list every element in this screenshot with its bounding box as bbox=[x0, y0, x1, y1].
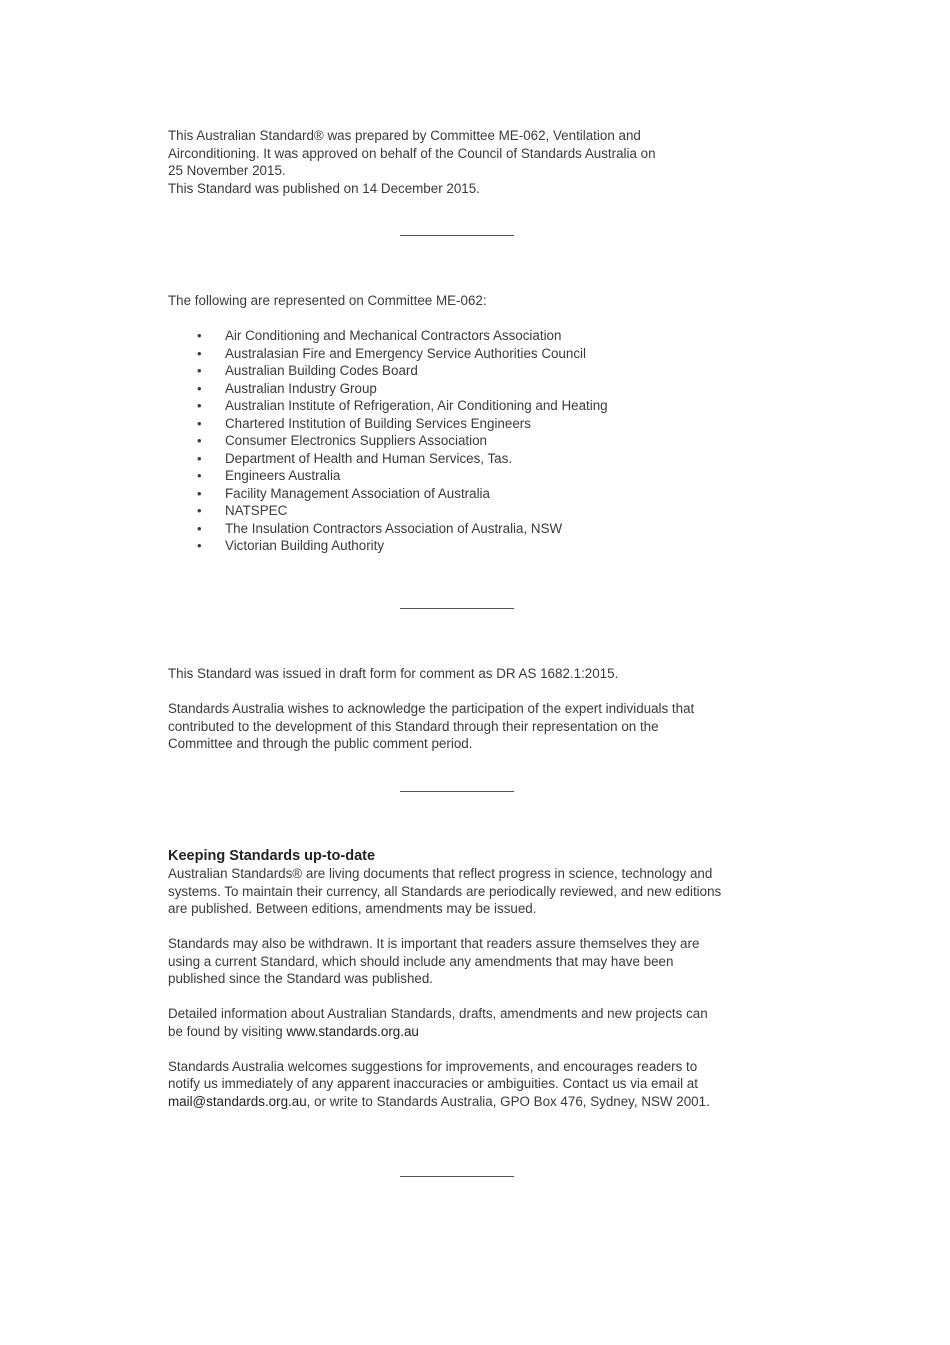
list-item: • The Insulation Contractors Association of Australia, NSW bbox=[197, 520, 563, 536]
acknowledgement-line: contributed to the development of this Standard through their representation on the bbox=[168, 718, 659, 734]
list-item: • Air Conditioning and Mechanical Contractors Association bbox=[197, 328, 562, 343]
list-item: • Consumer Electronics Suppliers Association bbox=[197, 433, 487, 448]
list-item: • Engineers Australia bbox=[197, 468, 341, 483]
acknowledgement-line: Standards Australia wishes to acknowledge the participation of the expert individuals that bbox=[168, 701, 695, 716]
paragraph-line: Detailed information about Australian Standards, drafts, amendments and new projects can bbox=[168, 1006, 708, 1021]
bullet-icon: • bbox=[197, 380, 202, 396]
committee-intro: The following are represented on Committee ME-062: bbox=[168, 293, 487, 308]
list-item: • Department of Health and Human Services, Tas. bbox=[197, 450, 513, 466]
section-heading: Keeping Standards up-to-date bbox=[168, 848, 376, 864]
divider bbox=[400, 235, 514, 236]
paragraph-line: are published. Between editions, amendments may be issued. bbox=[168, 901, 537, 916]
paragraph-line: published since the Standard was published. bbox=[168, 971, 434, 986]
divider bbox=[400, 608, 514, 609]
paragraph-line: Australian Standards® are living documents that reflect progress in science, technology and bbox=[168, 866, 713, 881]
draft-section bbox=[168, 665, 768, 753]
list-item: • Australasian Fire and Emergency Service Authorities Council bbox=[197, 345, 586, 361]
bullet-icon: • bbox=[197, 468, 202, 483]
paragraph-line: be found by visiting www.standards.org.au bbox=[168, 1023, 419, 1039]
draft-notice: This Standard was issued in draft form for comment as DR AS 1682.1:2015. bbox=[168, 666, 619, 681]
bullet-icon: • bbox=[197, 538, 202, 553]
bullet-icon: • bbox=[197, 433, 202, 448]
approval-line: Airconditioning. It was approved on behalf of the Council of Standards Australia on bbox=[168, 145, 656, 161]
bullet-icon: • bbox=[197, 398, 202, 413]
bullet-icon: • bbox=[197, 520, 202, 536]
list-item: • Australian Institute of Refrigeration, Air Conditioning and Heating bbox=[197, 398, 608, 413]
approval-section bbox=[168, 127, 768, 197]
list-item: • Chartered Institution of Building Services Engineers bbox=[197, 415, 531, 431]
paragraph-line: Standards Australia welcomes suggestions for improvements, and encourages readers to bbox=[168, 1058, 698, 1074]
list-item: • Victorian Building Authority bbox=[197, 538, 385, 553]
list-item: • Australian Industry Group bbox=[197, 380, 377, 396]
bullet-icon: • bbox=[197, 503, 202, 518]
list-item: • Facility Management Association of Australia bbox=[197, 485, 490, 501]
paragraph-line: Standards may also be withdrawn. It is important that readers assure themselves they are bbox=[168, 936, 700, 951]
email-link[interactable]: mail@standards.org.au bbox=[168, 1093, 307, 1109]
acknowledgement-line: Committee and through the public comment period. bbox=[168, 736, 473, 751]
list-item: • NATSPEC bbox=[197, 503, 288, 518]
approval-line: This Australian Standard® was prepared by Committee ME-062, Ventilation and bbox=[168, 128, 641, 143]
paragraph-line: using a current Standard, which should include any amendments that may have been bbox=[168, 953, 674, 969]
committee-member-list bbox=[168, 327, 768, 555]
paragraph-line: systems. To maintain their currency, all Standards are periodically reviewed, and new editions bbox=[168, 883, 722, 899]
website-link[interactable]: www.standards.org.au bbox=[286, 1023, 419, 1039]
list-item: • Australian Building Codes Board bbox=[197, 363, 418, 378]
keeping-up-to-date-section bbox=[168, 847, 788, 1110]
bullet-icon: • bbox=[197, 363, 202, 378]
paragraph-line: notify us immediately of any apparent inaccuracies or ambiguities. Contact us via email at bbox=[168, 1076, 698, 1091]
divider bbox=[400, 1176, 514, 1177]
approval-line: 25 November 2015. bbox=[168, 163, 286, 178]
bullet-icon: • bbox=[197, 415, 202, 431]
committee-section bbox=[168, 292, 768, 555]
bullet-icon: • bbox=[197, 328, 202, 343]
bullet-icon: • bbox=[197, 450, 202, 466]
paragraph-line: mail@standards.org.au, or write to Standards Australia, GPO Box 476, Sydney, NSW 2001. bbox=[168, 1093, 710, 1109]
published-date: This Standard was published on 14 December 2015. bbox=[168, 180, 480, 196]
bullet-icon: • bbox=[197, 485, 202, 501]
divider bbox=[400, 791, 514, 792]
bullet-icon: • bbox=[197, 345, 202, 361]
